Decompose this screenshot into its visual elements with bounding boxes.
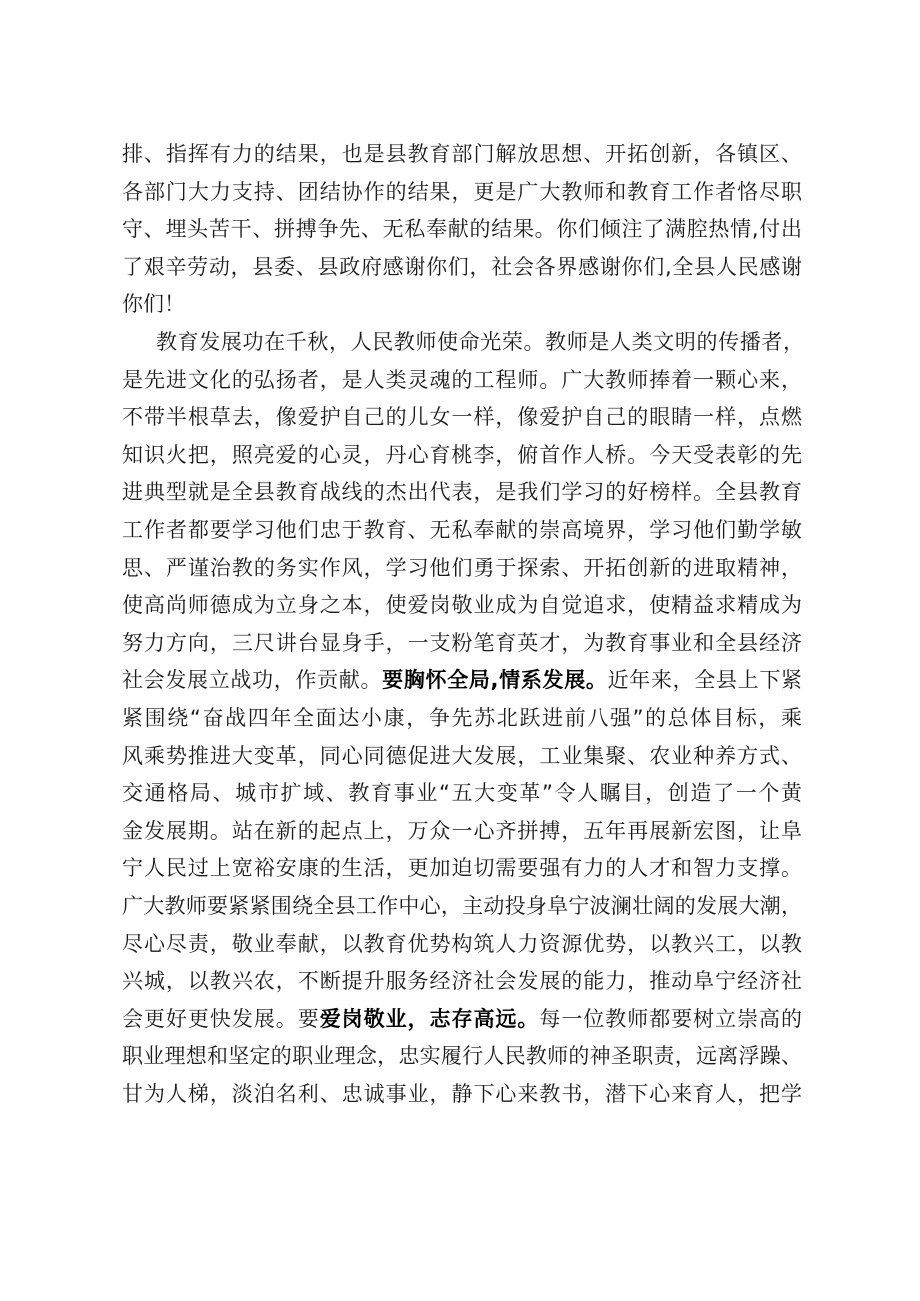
- text-line: 守、埋头苦干、拼搏争先、无私奉献的结果。你们倾注了满腔热情,付出: [122, 217, 802, 241]
- text-line: 排、指挥有力的结果，也是县教育部门解放思想、开拓创新，各镇区、: [122, 142, 802, 166]
- text-line: 风乘势推进大变革，同心同德促进大发展，工业集聚、农业种养方式、: [122, 744, 802, 768]
- text-line: 了艰辛劳动，县委、县政府感谢你们，社会各界感谢你们,全县人民感谢: [122, 255, 802, 279]
- text-line: 广大教师要紧紧围绕全县工作中心，主动投身阜宁波澜壮阔的发展大潮，: [122, 894, 802, 918]
- text-segment: 每一位教师都要树立崇高的: [539, 1007, 803, 1031]
- text-line: 紧围绕“奋战四年全面达小康，争先苏北跃进前八强”的总体目标，乘: [122, 706, 802, 730]
- text-line: 甘为人梯，淡泊名利、忠诚事业，静下心来教书，潜下心来育人，把学: [122, 1082, 802, 1106]
- text-line: 进典型就是全县教育战线的杰出代表，是我们学习的好榜样。全县教育: [122, 480, 802, 504]
- text-line: 工作者都要学习他们忠于教育、无私奉献的崇高境界，学习他们勤学敏: [122, 518, 802, 542]
- text-line: [122, 1004, 802, 1034]
- text-line: 思、严谨治教的务实作风，学习他们勇于探索、开拓创新的进取精神，: [122, 556, 802, 580]
- text-line: 宁人民过上宽裕安康的生活，更加迫切需要强有力的人才和智力支撑。: [122, 856, 802, 880]
- text-line: 你们！: [122, 292, 185, 316]
- text-segment: 会更好更快发展。要: [122, 1007, 320, 1031]
- text-line: 教育发展功在千秋，人民教师使命光荣。教师是人类文明的传播者，: [156, 330, 804, 354]
- text-segment: 社会发展立战功，作贡献。: [122, 668, 383, 692]
- bold-heading: 爱岗敬业，志存高远。: [319, 1007, 540, 1031]
- text-line: [122, 665, 802, 695]
- text-line: 知识火把，照亮爱的心灵，丹心育桃李，俯首作人桥。今天受表彰的先: [122, 443, 802, 467]
- text-line: 努力方向，三尺讲台显身手，一支粉笔育英才，为教育事业和全县经济: [122, 631, 802, 655]
- text-line: 兴城，以教兴农，不断提升服务经济社会发展的能力，推动阜宁经济社: [122, 969, 802, 993]
- text-segment: 近年来，全县上下紧: [607, 668, 803, 692]
- text-line: 金发展期。站在新的起点上，万众一心齐拼搏，五年再展新宏图，让阜: [122, 819, 802, 843]
- text-line: 尽心尽责，敬业奉献，以教育优势构筑人力资源优势，以教兴工，以教: [122, 932, 802, 956]
- text-line: 不带半根草去，像爱护自己的儿女一样，像爱护自己的眼睛一样，点燃: [122, 405, 802, 429]
- text-line: 交通格局、城市扩域、教育事业“五大变革”令人瞩目，创造了一个黄: [122, 781, 802, 805]
- text-line: 使高尚师德成为立身之本，使爱岗敬业成为自觉追求，使精益求精成为: [122, 593, 802, 617]
- text-line: 各部门大力支持、团结协作的结果，更是广大教师和教育工作者恪尽职: [122, 180, 802, 204]
- bold-heading: 要胸怀全局,情系发展。: [382, 668, 608, 692]
- text-line: 是先进文化的弘扬者，是人类灵魂的工程师。广大教师捧着一颗心来，: [122, 368, 802, 392]
- text-line: 职业理想和坚定的职业理念，忠实履行人民教师的神圣职责，远离浮躁、: [122, 1044, 802, 1068]
